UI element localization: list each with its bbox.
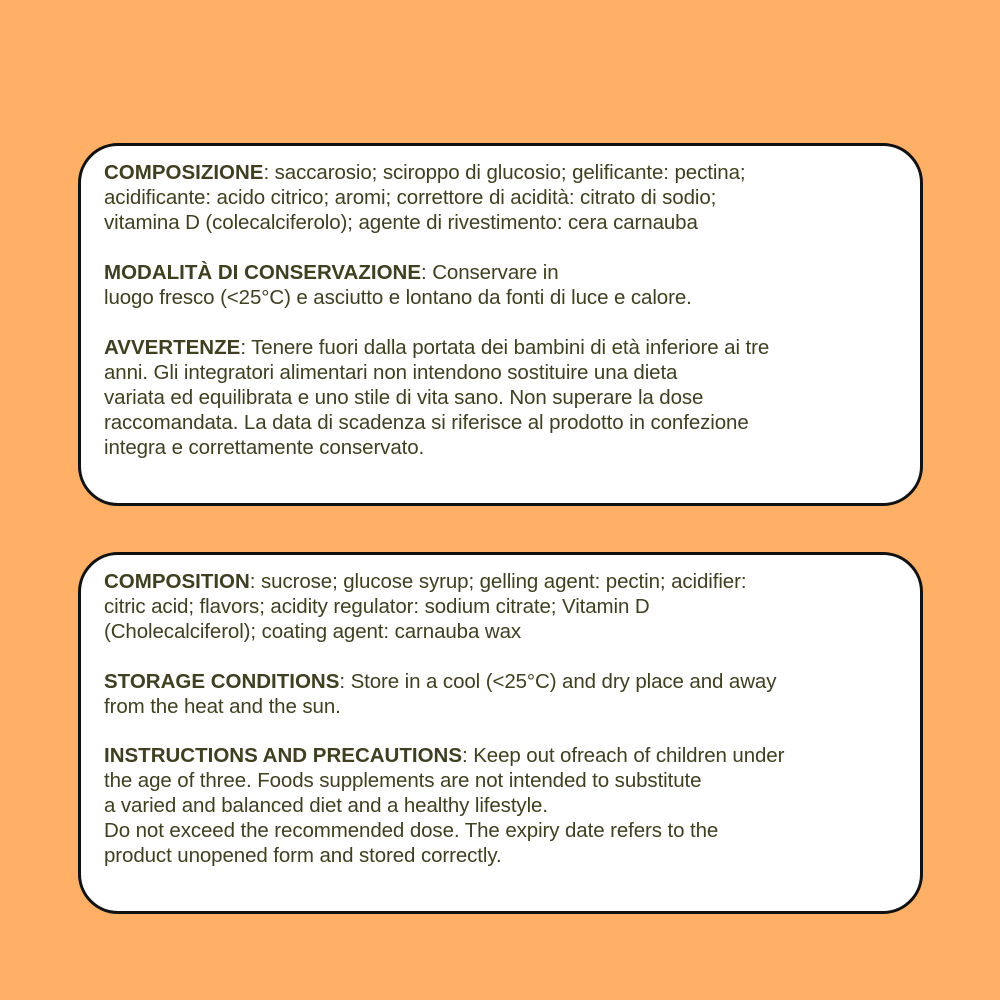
- italian-warnings-text: : Tenere fuori dalla portata dei bambini di età inferiore ai tre: [240, 336, 770, 359]
- english-composition-section: [104, 569, 898, 644]
- english-instructions-heading: INSTRUCTIONS AND PRECAUTIONS: [104, 744, 462, 767]
- italian-warnings-line-5: integra e correttamente conservato.: [104, 436, 425, 459]
- english-instructions-line-2: the age of three. Foods supplements are not intended to substitute: [104, 769, 702, 792]
- italian-warnings-section: [104, 335, 898, 460]
- english-instructions-line-3: a varied and balanced diet and a healthy lifestyle.: [104, 794, 548, 817]
- italian-warnings-line-4: raccomandata. La data di scadenza si riferisce al prodotto in confezione: [104, 411, 749, 434]
- english-composition-line-2: citric acid; flavors; acidity regulator: sodium citrate; Vitamin D: [104, 595, 650, 618]
- italian-warnings-line-2: anni. Gli integratori alimentari non intendono sostituire una dieta: [104, 361, 678, 384]
- english-composition-line-1: [104, 569, 898, 594]
- english-instructions-section: [104, 743, 898, 868]
- italian-composition-section: [104, 160, 898, 235]
- italian-composition-line-2: acidificante: acido citrico; aromi; correttore di acidità: citrato di sodio;: [104, 186, 717, 209]
- italian-storage-heading: MODALITÀ DI CONSERVAZIONE: [104, 261, 421, 284]
- italian-warnings-line-3: variata ed equilibrata e uno stile di vita sano. Non superare la dose: [104, 386, 704, 409]
- english-instructions-line-4: Do not exceed the recommended dose. The expiry date refers to the: [104, 819, 719, 842]
- english-storage-line-1: [104, 669, 898, 694]
- english-storage-section: [104, 669, 898, 719]
- italian-composition-text: : saccarosio; sciroppo di glucosio; gelificante: pectina;: [263, 161, 746, 184]
- english-composition-line-3: (Cholecalciferol); coating agent: carnauba wax: [104, 620, 522, 643]
- italian-label-panel: [78, 143, 923, 506]
- italian-storage-text: : Conservare in: [421, 261, 559, 284]
- english-storage-text: : Store in a cool (<25°C) and dry place and away: [339, 670, 777, 693]
- english-storage-heading: STORAGE CONDITIONS: [104, 670, 340, 693]
- italian-storage-line-1: [104, 260, 898, 285]
- italian-warnings-heading: AVVERTENZE: [104, 336, 241, 359]
- italian-storage-line-2: luogo fresco (<25°C) e asciutto e lontano da fonti di luce e calore.: [104, 286, 692, 309]
- english-composition-text: : sucrose; glucose syrup; gelling agent: pectin; acidifier:: [249, 570, 747, 593]
- english-composition-heading: COMPOSITION: [104, 570, 250, 593]
- english-label-panel: [78, 552, 923, 914]
- italian-composition-line-3: vitamina D (colecalciferolo); agente di rivestimento: cera carnauba: [104, 211, 698, 234]
- english-instructions-line-5: product unopened form and stored correctly.: [104, 844, 502, 867]
- english-instructions-line-1: [104, 743, 898, 768]
- english-storage-line-2: from the heat and the sun.: [104, 695, 341, 718]
- italian-composition-heading: COMPOSIZIONE: [104, 161, 264, 184]
- english-instructions-text: : Keep out ofreach of children under: [462, 744, 785, 767]
- italian-storage-section: [104, 260, 898, 310]
- italian-composition-line-1: [104, 160, 898, 185]
- italian-warnings-line-1: [104, 335, 898, 360]
